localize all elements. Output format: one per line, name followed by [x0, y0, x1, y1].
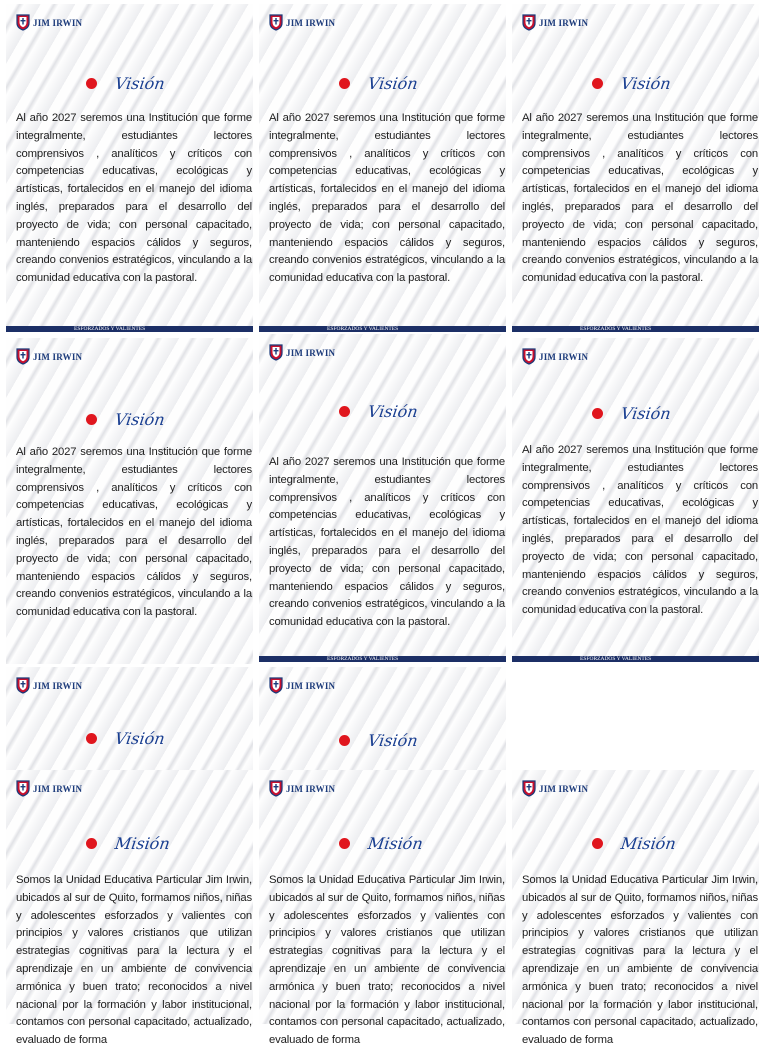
motto-footer — [259, 326, 506, 332]
shield-logo-icon — [522, 780, 536, 797]
section-title: Misión — [619, 834, 678, 853]
vision-statement: Al año 2027 seremos una Institución que forme integralmente, estudiantes lectores comprensivos , analíticos y críticos con competencias educativas, ecológicas y artísticas, fortalecidos en el manejo del idioma inglés, preparados para el desarrollo del proyecto de vida; con personal capacitado, manteniendo espacios cálidos y seguros, creando convenios estratégicos, vinculando a la comunidad educativa con la pastoral. — [522, 112, 758, 285]
brand-logo — [16, 348, 82, 365]
vision-statement: Al año 2027 seremos una Institución que forme integralmente, estudiantes lectores comprensivos , analíticos y críticos con competencias educativas, ecológicas y artísticas, fortalecidos en el manejo del idioma inglés, preparados para el desarrollo del proyecto de vida; con personal capacitado, manteniendo espacios cálidos y seguros, creando convenios estratégicos, vinculando a la comunidad educativa con la pastoral. — [522, 444, 758, 617]
motto-text: ESFORZADOS Y VALIENTES — [580, 656, 652, 662]
brand-name: JIM IRWIN — [539, 783, 589, 794]
section-heading — [592, 404, 671, 423]
bullet-dot-icon — [86, 733, 97, 744]
motto-text: ESFORZADOS Y VALIENTES — [74, 326, 146, 332]
section-heading — [339, 74, 418, 93]
mission-card — [512, 770, 759, 1047]
section-heading — [86, 834, 170, 853]
vision-card — [259, 4, 506, 332]
section-title: Visión — [113, 729, 166, 748]
mission-statement: Somos la Unidad Educativa Particular Jim Irwin, ubicados al sur de Quito, formamos niños, niñas y adolescentes esforzados y valientes con principios y valores cristianos que utilizan estrategias cognitivas para la lectura y el aprendizaje en un ambiente de convivencia armónica y buen trato; reconocidos a nivel nacional por la formación y labor institucional, contamos con personal capacitado, actualizado, evaluado de forma — [16, 874, 252, 1047]
brand-name: JIM IRWIN — [33, 783, 83, 794]
section-title: Visión — [619, 74, 672, 93]
motto-footer — [6, 326, 253, 332]
mission-statement: Somos la Unidad Educativa Particular Jim Irwin, ubicados al sur de Quito, formamos niños, niñas y adolescentes esforzados y valientes con principios y valores cristianos que utilizan estrategias cognitivas para la lectura y el aprendizaje en un ambiente de convivencia armónica y buen trato; reconocidos a nivel nacional por la formación y labor institucional, contamos con personal capacitado, actualizado, evaluado de forma — [269, 874, 505, 1047]
vision-statement: Al año 2027 seremos una Institución que forme integralmente, estudiantes lectores comprensivos , analíticos y críticos con competencias educativas, ecológicas y artísticas, fortalecidos en el manejo del idioma inglés, preparados para el desarrollo del proyecto de vida; con personal capacitado, manteniendo espacios cálidos y seguros, creando convenios estratégicos, vinculando a la comunidad educativa con la pastoral. — [16, 112, 252, 285]
bullet-dot-icon — [339, 838, 350, 849]
section-title: Visión — [366, 402, 419, 421]
shield-logo-icon — [16, 780, 30, 797]
shield-logo-icon — [269, 14, 283, 31]
vision-card — [259, 334, 506, 662]
vision-statement: Al año 2027 seremos una Institución que forme integralmente, estudiantes lectores comprensivos , analíticos y críticos con competencias educativas, ecológicas y artísticas, fortalecidos en el manejo del idioma inglés, preparados para el desarrollo del proyecto de vida; con personal capacitado, manteniendo espacios cálidos y seguros, creando convenios estratégicos, vinculando a la comunidad educativa con la pastoral. — [16, 446, 252, 619]
shield-logo-icon — [269, 344, 283, 361]
motto-text: ESFORZADOS Y VALIENTES — [327, 326, 399, 332]
motto-text: ESFORZADOS Y VALIENTES — [580, 326, 652, 332]
bullet-dot-icon — [86, 414, 97, 425]
brand-name: JIM IRWIN — [33, 17, 83, 28]
motto-footer — [259, 656, 506, 662]
brand-logo — [269, 344, 335, 361]
section-title: Visión — [366, 74, 419, 93]
bullet-dot-icon — [86, 78, 97, 89]
section-heading — [339, 731, 418, 750]
mission-card — [259, 770, 506, 1047]
bullet-dot-icon — [339, 78, 350, 89]
vision-card — [6, 4, 253, 332]
motto-text: ESFORZADOS Y VALIENTES — [327, 656, 399, 662]
vision-card — [512, 338, 759, 662]
section-title: Visión — [619, 404, 672, 423]
vision-card — [512, 4, 759, 332]
section-title: Visión — [366, 731, 419, 750]
brand-logo — [269, 677, 335, 694]
brand-name: JIM IRWIN — [539, 351, 589, 362]
brand-logo — [16, 14, 82, 31]
section-heading — [592, 74, 671, 93]
section-heading — [86, 729, 165, 748]
brand-name: JIM IRWIN — [286, 680, 336, 691]
section-heading — [339, 834, 423, 853]
section-heading — [339, 402, 418, 421]
shield-logo-icon — [16, 348, 30, 365]
brand-name: JIM IRWIN — [539, 17, 589, 28]
shield-logo-icon — [16, 14, 30, 31]
brand-logo — [269, 780, 335, 797]
bullet-dot-icon — [592, 408, 603, 419]
section-title: Misión — [366, 834, 425, 853]
section-title: Misión — [113, 834, 172, 853]
brand-logo — [16, 677, 82, 694]
bullet-dot-icon — [592, 838, 603, 849]
brand-logo — [522, 14, 588, 31]
brand-logo — [522, 348, 588, 365]
motto-footer — [512, 326, 759, 332]
brand-name: JIM IRWIN — [286, 347, 336, 358]
bullet-dot-icon — [592, 78, 603, 89]
brand-logo — [522, 780, 588, 797]
mission-statement: Somos la Unidad Educativa Particular Jim Irwin, ubicados al sur de Quito, formamos niños, niñas y adolescentes esforzados y valientes con principios y valores cristianos que utilizan estrategias cognitivas para la lectura y el aprendizaje en un ambiente de convivencia armónica y buen trato; reconocidos a nivel nacional por la formación y labor institucional, contamos con personal capacitado, actualizado, evaluado de forma — [522, 874, 758, 1047]
brand-logo — [16, 780, 82, 797]
vision-statement: Al año 2027 seremos una Institución que forme integralmente, estudiantes lectores comprensivos , analíticos y críticos con competencias educativas, ecológicas y artísticas, fortalecidos en el manejo del idioma inglés, preparados para el desarrollo del proyecto de vida; con personal capacitado, manteniendo espacios cálidos y seguros, creando convenios estratégicos, vinculando a la comunidad educativa con la pastoral. — [269, 112, 505, 285]
vision-statement: Al año 2027 seremos una Institución que forme integralmente, estudiantes lectores comprensivos , analíticos y críticos con competencias educativas, ecológicas y artísticas, fortalecidos en el manejo del idioma inglés, preparados para el desarrollo del proyecto de vida; con personal capacitado, manteniendo espacios cálidos y seguros, creando convenios estratégicos, vinculando a la comunidad educativa con la pastoral. — [269, 456, 505, 629]
section-heading — [592, 834, 676, 853]
motto-footer — [512, 656, 759, 662]
vision-card — [6, 667, 253, 773]
shield-logo-icon — [269, 677, 283, 694]
shield-logo-icon — [269, 780, 283, 797]
mission-card — [6, 770, 253, 1047]
brand-name: JIM IRWIN — [33, 351, 83, 362]
shield-logo-icon — [522, 348, 536, 365]
section-title: Visión — [113, 74, 166, 93]
brand-name: JIM IRWIN — [286, 17, 336, 28]
brand-name: JIM IRWIN — [33, 680, 83, 691]
section-heading — [86, 74, 165, 93]
bullet-dot-icon — [339, 406, 350, 417]
shield-logo-icon — [16, 677, 30, 694]
shield-logo-icon — [522, 14, 536, 31]
bullet-dot-icon — [339, 735, 350, 746]
brand-logo — [269, 14, 335, 31]
bullet-dot-icon — [86, 838, 97, 849]
brand-name: JIM IRWIN — [286, 783, 336, 794]
vision-card — [6, 338, 253, 664]
section-title: Visión — [113, 410, 166, 429]
vision-card — [259, 667, 506, 773]
section-heading — [86, 410, 165, 429]
